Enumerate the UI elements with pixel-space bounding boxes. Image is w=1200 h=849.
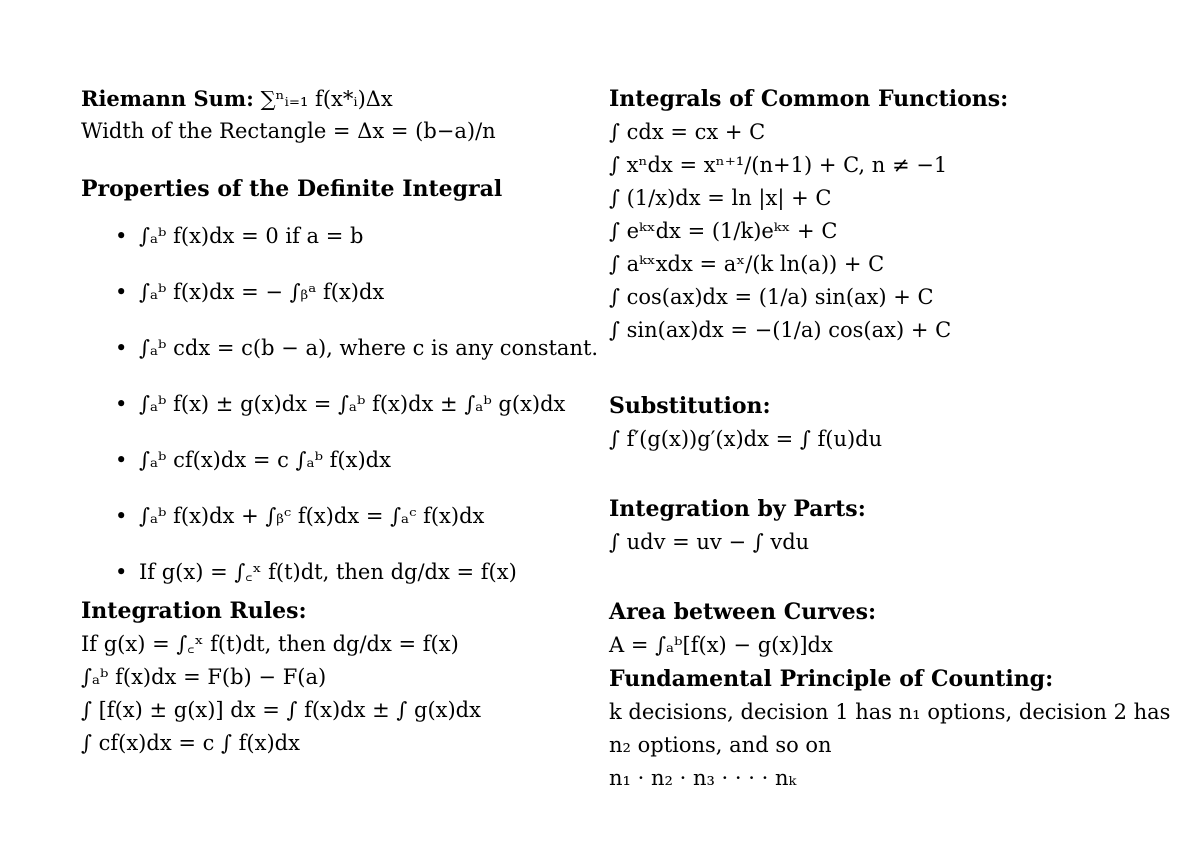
left-column (81, 82, 599, 760)
common-integral-line: ∫ eᵏˣdx = (1/k)eᵏˣ + C (609, 219, 838, 243)
counting-line: n₂ options, and so on (609, 733, 832, 757)
property-item: • If g(x) = ∫꜀ˣ f(t)dt, then dg/dx = f(x) (81, 556, 591, 594)
properties-list (81, 220, 599, 594)
rule-line: ∫ₐᵇ f(x)dx = F(b) − F(a) (81, 665, 327, 689)
counting-line: k decisions, decision 1 has n₁ options, decision 2 has (609, 700, 1171, 724)
rectangle-width-line: Width of the Rectangle = Δx = (b−a)/n (81, 119, 496, 143)
common-integral-line: ∫ sin(ax)dx = −(1/a) cos(ax) + C (609, 318, 952, 342)
area-between-curves-formula: A = ∫ₐᵇ[f(x) − g(x)]dx (609, 633, 833, 657)
property-item: • ∫ₐᵇ f(x)dx = − ∫ᵦᵃ f(x)dx (81, 276, 591, 332)
riemann-sum-formula: ∑ⁿᵢ₌₁ f(x*ᵢ)Δx (260, 87, 393, 111)
property-item: • ∫ₐᵇ cdx = c(b − a), where c is any constant. (81, 332, 591, 388)
common-integral-line: ∫ cos(ax)dx = (1/a) sin(ax) + C (609, 285, 934, 309)
common-integral-line: ∫ xⁿdx = xⁿ⁺¹/(n+1) + C, n ≠ −1 (609, 153, 948, 177)
counting-line: n₁ · n₂ · n₃ · · · · nₖ (609, 766, 797, 790)
rule-line: ∫ [f(x) ± g(x)] dx = ∫ f(x)dx ± ∫ g(x)dx (81, 698, 481, 722)
substitution-formula: ∫ f′(g(x))g′(x)dx = ∫ f(u)du (609, 427, 883, 451)
rule-line: If g(x) = ∫꜀ˣ f(t)dt, then dg/dx = f(x) (81, 632, 459, 656)
properties-title: Properties of the Definite Integral (81, 176, 503, 202)
common-integral-line: ∫ (1/x)dx = ln |x| + C (609, 186, 832, 210)
common-integral-line: ∫ aᵏˣxdx = aˣ/(k ln(a)) + C (609, 252, 885, 276)
integration-rules-title: Integration Rules: (81, 598, 307, 624)
riemann-sum-label: Riemann Sum: (81, 86, 254, 111)
rule-line: ∫ cf(x)dx = c ∫ f(x)dx (81, 731, 300, 755)
substitution-title: Substitution: (609, 393, 771, 419)
right-column (609, 82, 1179, 795)
property-item: • ∫ₐᵇ f(x)dx = 0 if a = b (81, 220, 591, 276)
riemann-sum-line (81, 82, 591, 115)
common-functions-title: Integrals of Common Functions: (609, 86, 1009, 112)
integration-by-parts-formula: ∫ udv = uv − ∫ vdu (609, 530, 810, 554)
area-between-curves-title: Area between Curves: (609, 599, 877, 625)
integration-by-parts-title: Integration by Parts: (609, 496, 866, 522)
counting-principle-title: Fundamental Principle of Counting: (609, 666, 1054, 692)
property-item: • ∫ₐᵇ f(x)dx + ∫ᵦᶜ f(x)dx = ∫ₐᶜ f(x)dx (81, 500, 591, 556)
property-item: • ∫ₐᵇ cf(x)dx = c ∫ₐᵇ f(x)dx (81, 444, 591, 500)
common-integral-line: ∫ cdx = cx + C (609, 120, 766, 144)
property-item: • ∫ₐᵇ f(x) ± g(x)dx = ∫ₐᵇ f(x)dx ± ∫ₐᵇ g(x)dx (81, 388, 591, 444)
